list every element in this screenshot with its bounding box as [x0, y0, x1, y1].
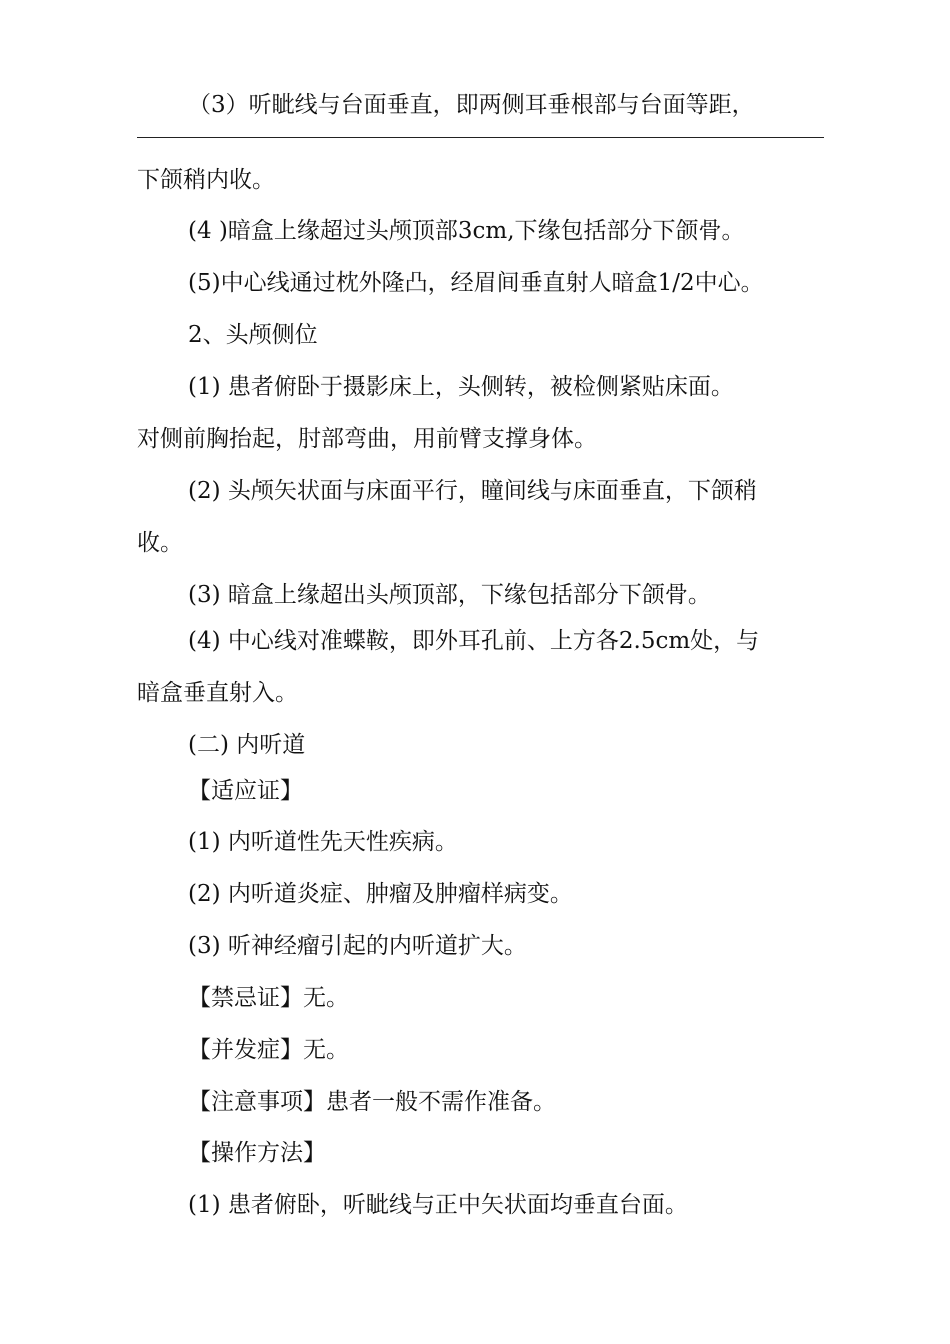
section-label: 【并发症】无。: [188, 1037, 349, 1063]
text-line: (4 )暗盒上缘超过头颅顶部3cm,下缘包括部分下颌骨。: [188, 218, 745, 244]
section-label: 【操作方法】: [188, 1140, 326, 1166]
list-item: (1) 内听道性先天性疾病。: [188, 829, 458, 855]
list-item: (3) 听神经瘤引起的内听道扩大。: [188, 933, 527, 959]
section-label: 【注意事项】患者一般不需作准备。: [188, 1089, 556, 1115]
text-line: (2) 头颅矢状面与床面平行，瞳间线与床面垂直，下颌稍: [188, 478, 757, 504]
text-line: (4) 中心线对准蝶鞍，即外耳孔前、上方各2.5cm处，与: [188, 628, 760, 654]
text-line: 下颌稍内收。: [137, 167, 275, 193]
text-line: （3）听眦线与台面垂直，即两侧耳垂根部与台面等距，: [188, 92, 755, 118]
text-line: (3) 暗盒上缘超出头颅顶部，下缘包括部分下颌骨。: [188, 582, 711, 608]
text-line: (5)中心线通过枕外隆凸，经眉间垂直射人暗盒1/2中心。: [188, 270, 764, 296]
text-line: 暗盒垂直射入。: [137, 680, 298, 706]
text-line: 收。: [137, 530, 183, 556]
horizontal-divider: [137, 137, 824, 138]
section-heading: 2、头颅侧位: [188, 322, 318, 348]
text-line: 对侧前胸抬起，肘部弯曲，用前臂支撑身体。: [137, 426, 597, 452]
text-line: (1) 患者俯卧于摄影床上，头侧转，被检侧紧贴床面。: [188, 374, 734, 400]
list-item: (2) 内听道炎症、肿瘤及肿瘤样病变。: [188, 881, 573, 907]
section-heading: (二) 内听道: [188, 732, 306, 758]
section-label: 【适应证】: [188, 778, 303, 804]
section-label: 【禁忌证】无。: [188, 985, 349, 1011]
list-item: (1) 患者俯卧，听眦线与正中矢状面均垂直台面。: [188, 1192, 688, 1218]
